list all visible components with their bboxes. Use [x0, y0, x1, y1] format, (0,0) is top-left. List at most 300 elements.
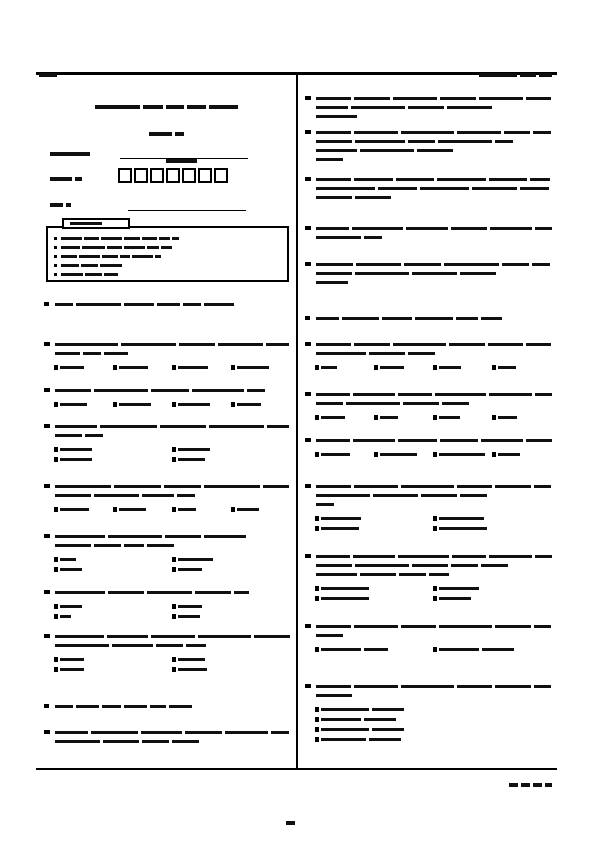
question-text-line: [44, 422, 294, 430]
text-run: [316, 281, 348, 284]
answer-option[interactable]: [433, 513, 551, 523]
text-run: [321, 728, 369, 731]
id-digit-box[interactable]: [134, 168, 148, 183]
question-6: [44, 588, 294, 621]
text-run: [360, 573, 396, 576]
text-run: [398, 439, 437, 442]
bullet-icon: [54, 246, 57, 249]
text-run: [55, 635, 104, 638]
text-run: [440, 97, 475, 100]
question-number: [44, 634, 50, 638]
option-letter: [54, 457, 58, 462]
text-run: [316, 343, 351, 346]
answer-option[interactable]: [492, 412, 551, 422]
class-field-line: [128, 210, 246, 211]
text-run: [490, 227, 532, 230]
text-run: [353, 439, 395, 442]
text-run: [504, 131, 530, 134]
text-run: [316, 236, 361, 239]
text-run: [382, 317, 412, 320]
option-letter: [54, 557, 58, 562]
text-run: [321, 708, 369, 711]
text-run: [61, 246, 80, 249]
text-run: [195, 591, 231, 594]
text-run: [102, 255, 118, 258]
option-letter: [113, 507, 117, 512]
text-run: [150, 705, 167, 708]
answer-option[interactable]: [54, 504, 113, 514]
text-run: [545, 783, 552, 787]
option-letter: [315, 586, 319, 591]
question-r6: [305, 340, 555, 372]
text-run: [316, 263, 353, 266]
question-number: [305, 130, 311, 134]
text-run: [142, 237, 158, 240]
text-run: [263, 485, 289, 488]
answer-option[interactable]: [315, 724, 551, 734]
text-run: [495, 140, 513, 143]
text-run: [177, 494, 195, 497]
option-letter: [315, 737, 319, 742]
answer-option[interactable]: [315, 362, 374, 372]
text-run: [316, 485, 351, 488]
question-r8: [305, 436, 555, 459]
answer-option[interactable]: [172, 601, 290, 611]
id-field-label: [50, 169, 110, 188]
id-digit-box[interactable]: [166, 168, 180, 183]
option-letter: [315, 717, 319, 722]
text-run: [82, 246, 105, 249]
text-run: [204, 535, 245, 538]
option-letter: [374, 415, 378, 420]
text-run: [321, 738, 366, 741]
text-run: [218, 343, 263, 346]
text-run: [254, 635, 289, 638]
question-text-line: [305, 622, 555, 630]
bullet-icon: [54, 264, 57, 267]
question-text-line: [305, 128, 555, 136]
id-digit-box[interactable]: [198, 168, 212, 183]
text-run: [94, 494, 139, 497]
question-text-line: [305, 278, 555, 286]
text-run: [60, 448, 92, 451]
text-run: [539, 73, 552, 77]
text-run: [178, 448, 210, 451]
answer-option[interactable]: [315, 644, 433, 654]
id-digit-box[interactable]: [118, 168, 132, 183]
text-run: [76, 705, 99, 708]
text-run: [164, 485, 201, 488]
option-letter: [231, 507, 235, 512]
answer-option[interactable]: [113, 362, 172, 372]
text-run: [535, 393, 552, 396]
text-run: [398, 555, 449, 558]
option-letter: [231, 402, 235, 407]
text-run: [439, 517, 484, 520]
text-run: [120, 255, 130, 258]
text-run: [439, 453, 485, 456]
question-text-line: [305, 233, 555, 241]
answer-option[interactable]: [315, 513, 433, 523]
text-run: [119, 366, 148, 369]
text-run: [520, 187, 549, 190]
option-letter: [113, 365, 117, 370]
section-heading-2: [44, 704, 195, 708]
text-run: [415, 317, 453, 320]
text-run: [124, 705, 147, 708]
section-number: [305, 316, 310, 320]
text-run: [316, 140, 352, 143]
text-run: [479, 97, 523, 100]
option-letter: [315, 727, 319, 732]
answer-option[interactable]: [54, 564, 172, 574]
text-run: [316, 272, 352, 275]
answer-option[interactable]: [172, 454, 290, 464]
answer-options: [44, 399, 294, 409]
exam-title-block: [78, 96, 258, 177]
text-run: [316, 393, 350, 396]
header-left-text: [39, 64, 60, 83]
option-letter: [374, 365, 378, 370]
text-run: [321, 366, 337, 369]
question-number: [44, 730, 50, 734]
text-run: [198, 635, 251, 638]
text-run: [178, 403, 210, 406]
text-run: [107, 635, 148, 638]
answer-option[interactable]: [433, 523, 551, 533]
answer-option[interactable]: [54, 554, 172, 564]
text-run: [159, 237, 169, 240]
answer-option[interactable]: [172, 664, 290, 674]
answer-option[interactable]: [172, 564, 290, 574]
text-run: [107, 246, 123, 249]
text-run: [267, 425, 289, 428]
text-run: [61, 255, 77, 258]
answer-option[interactable]: [433, 583, 551, 593]
text-run: [143, 105, 163, 109]
text-run: [526, 439, 551, 442]
question-4: [44, 482, 294, 514]
answer-option[interactable]: [492, 362, 551, 372]
option-letter: [172, 614, 176, 619]
answer-option[interactable]: [113, 399, 172, 409]
question-text-line: [305, 184, 555, 192]
footer-right-text: [509, 774, 555, 793]
answer-option[interactable]: [433, 593, 551, 603]
option-letter: [54, 402, 58, 407]
text-run: [178, 615, 200, 618]
text-run: [185, 731, 222, 734]
answer-option[interactable]: [231, 399, 290, 409]
question-text-line: [305, 137, 555, 145]
text-run: [160, 425, 206, 428]
answer-option[interactable]: [374, 362, 433, 372]
text-run: [396, 178, 435, 181]
text-run: [354, 97, 389, 100]
text-run: [354, 685, 398, 688]
option-letter: [315, 707, 319, 712]
answer-option[interactable]: [231, 362, 290, 372]
answer-option[interactable]: [433, 362, 492, 372]
text-run: [403, 402, 439, 405]
text-run: [124, 303, 154, 306]
text-run: [151, 389, 189, 392]
answer-option[interactable]: [54, 454, 172, 464]
text-run: [355, 272, 409, 275]
text-run: [108, 535, 162, 538]
text-run: [55, 644, 109, 647]
question-text-line: [305, 390, 555, 398]
question-text-line: [305, 631, 555, 639]
text-run: [355, 564, 409, 567]
answer-option[interactable]: [113, 504, 172, 514]
option-letter: [433, 452, 437, 457]
text-run: [60, 605, 82, 608]
answer-option[interactable]: [315, 583, 433, 593]
text-run: [321, 587, 369, 590]
text-run: [364, 718, 396, 721]
option-letter: [172, 667, 176, 672]
question-text-line: [305, 482, 555, 490]
answer-options: [305, 704, 555, 744]
text-run: [79, 255, 101, 258]
id-field-label-row: [50, 172, 110, 184]
text-run: [526, 343, 551, 346]
text-run: [316, 187, 375, 190]
text-run: [452, 555, 486, 558]
text-run: [355, 140, 405, 143]
text-run: [316, 402, 343, 405]
option-letter: [433, 516, 437, 521]
text-run: [172, 237, 179, 240]
question-number: [305, 342, 311, 346]
question-text-line: [44, 588, 294, 596]
answer-option[interactable]: [374, 412, 433, 422]
text-run: [50, 177, 72, 181]
text-run: [488, 343, 523, 346]
question-text-line: [305, 691, 555, 699]
text-run: [172, 740, 199, 743]
instruction-line: [54, 255, 163, 258]
text-run: [356, 263, 402, 266]
text-run: [178, 658, 205, 661]
text-run: [209, 105, 238, 109]
text-run: [147, 246, 159, 249]
answer-option[interactable]: [54, 444, 172, 454]
answer-option[interactable]: [54, 399, 113, 409]
question-text-line: [305, 570, 555, 578]
text-run: [489, 555, 531, 558]
text-run: [351, 106, 405, 109]
text-run: [183, 303, 201, 306]
text-run: [166, 105, 184, 109]
answer-option[interactable]: [54, 362, 113, 372]
text-run: [509, 783, 518, 787]
question-r1: [305, 94, 555, 121]
answer-option[interactable]: [54, 601, 172, 611]
text-run: [534, 685, 552, 688]
text-run: [449, 343, 484, 346]
instructions-tab: [62, 218, 130, 229]
answer-option[interactable]: [374, 449, 433, 459]
option-letter: [433, 586, 437, 591]
instruction-line: [54, 264, 124, 267]
text-run: [112, 644, 153, 647]
question-2: [44, 386, 294, 409]
text-run: [141, 731, 182, 734]
question-text-line: [44, 737, 294, 745]
question-text-line: [305, 436, 555, 444]
text-run: [119, 508, 146, 511]
text-run: [360, 149, 414, 152]
question-number: [305, 554, 311, 558]
text-run: [353, 555, 395, 558]
text-run: [187, 105, 207, 109]
answer-option[interactable]: [315, 449, 374, 459]
text-run: [60, 458, 92, 461]
answer-option[interactable]: [172, 444, 290, 454]
text-run: [316, 317, 339, 320]
text-run: [156, 644, 183, 647]
question-number: [44, 388, 50, 392]
answer-option[interactable]: [433, 412, 492, 422]
id-digit-box[interactable]: [150, 168, 164, 183]
option-letter: [54, 667, 58, 672]
text-run: [451, 564, 478, 567]
question-text-line: [44, 728, 294, 736]
text-run: [498, 366, 516, 369]
text-run: [178, 668, 207, 671]
answer-option[interactable]: [433, 449, 492, 459]
page-number: [286, 812, 298, 831]
name-field[interactable]: [50, 147, 110, 159]
question-text-line: [305, 491, 555, 499]
text-run: [149, 132, 172, 136]
answer-option[interactable]: [315, 704, 551, 714]
text-run: [457, 131, 501, 134]
answer-option[interactable]: [315, 734, 551, 744]
name-field-label: [50, 144, 110, 163]
text-run: [178, 558, 213, 561]
answer-option[interactable]: [172, 554, 290, 564]
text-run: [271, 731, 290, 734]
text-run: [204, 485, 260, 488]
answer-option[interactable]: [433, 644, 551, 654]
answer-option[interactable]: [172, 362, 231, 372]
id-number-boxes[interactable]: [118, 168, 230, 183]
question-text-line: [305, 269, 555, 277]
text-run: [481, 317, 502, 320]
text-run: [85, 434, 103, 437]
text-run: [380, 453, 417, 456]
answer-options: [44, 654, 294, 674]
option-letter: [172, 507, 176, 512]
option-letter: [54, 447, 58, 452]
text-run: [55, 544, 91, 547]
option-letter: [315, 415, 319, 420]
bullet-icon: [54, 255, 57, 258]
text-run: [142, 494, 174, 497]
answer-option[interactable]: [315, 412, 374, 422]
answer-option[interactable]: [172, 504, 231, 514]
text-run: [498, 416, 517, 419]
answer-option[interactable]: [172, 399, 231, 409]
answer-option[interactable]: [54, 611, 172, 621]
option-letter: [54, 567, 58, 572]
option-letter: [433, 647, 437, 652]
answer-option[interactable]: [492, 449, 551, 459]
answer-options: [305, 583, 555, 603]
id-digit-box[interactable]: [182, 168, 196, 183]
text-run: [60, 658, 84, 661]
option-letter: [315, 452, 319, 457]
question-text-line: [305, 175, 555, 183]
answer-option[interactable]: [231, 504, 290, 514]
answer-option[interactable]: [172, 654, 290, 664]
text-run: [460, 494, 487, 497]
text-run: [316, 131, 351, 134]
text-run: [420, 187, 469, 190]
text-run: [84, 237, 100, 240]
text-run: [321, 597, 369, 600]
answer-options: [305, 412, 555, 422]
text-run: [321, 648, 361, 651]
id-digit-box[interactable]: [214, 168, 228, 183]
question-r5: [305, 260, 555, 287]
text-run: [192, 389, 244, 392]
header-right-text: [479, 64, 555, 83]
answer-option[interactable]: [172, 611, 290, 621]
text-run: [316, 573, 357, 576]
answer-options: [44, 444, 294, 464]
text-run: [81, 264, 98, 267]
text-run: [55, 705, 73, 708]
text-run: [316, 178, 351, 181]
text-run: [316, 634, 343, 637]
answer-option[interactable]: [54, 654, 172, 664]
question-number: [44, 590, 50, 594]
text-run: [354, 131, 398, 134]
question-text-line: [305, 500, 555, 508]
option-letter: [315, 526, 319, 531]
text-run: [316, 149, 357, 152]
answer-option[interactable]: [315, 714, 551, 724]
text-run: [520, 73, 536, 77]
class-field[interactable]: [50, 198, 110, 210]
question-number: [305, 226, 311, 230]
answer-option[interactable]: [315, 593, 433, 603]
answer-option[interactable]: [315, 523, 433, 533]
text-run: [178, 605, 202, 608]
text-run: [55, 731, 88, 734]
option-letter: [172, 557, 176, 562]
option-letter: [172, 365, 176, 370]
answer-option[interactable]: [54, 664, 172, 674]
text-run: [369, 738, 401, 741]
section-heading-3: [305, 316, 505, 320]
option-letter: [54, 614, 58, 619]
text-run: [429, 573, 449, 576]
answer-options: [44, 504, 294, 514]
text-run: [316, 694, 352, 697]
question-r7: [305, 390, 555, 422]
text-run: [316, 196, 352, 199]
question-8: [44, 728, 294, 746]
question-text-line: [305, 94, 555, 102]
text-run: [157, 303, 180, 306]
option-letter: [433, 365, 437, 370]
text-run: [121, 343, 175, 346]
